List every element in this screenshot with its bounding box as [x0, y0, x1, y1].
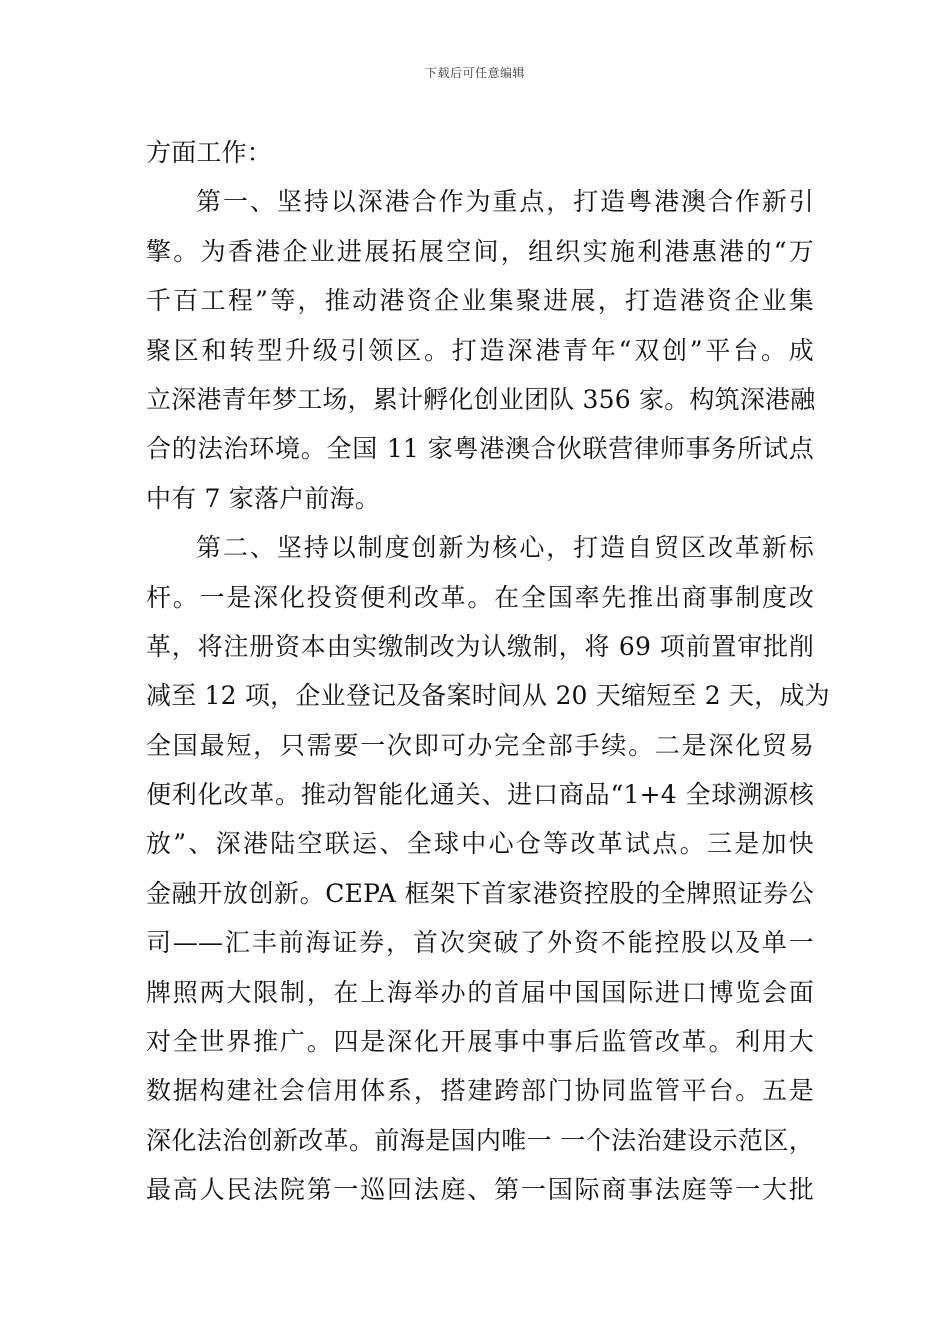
paragraph-first-line: 第一、坚持以深港合作为重点，打造粤港澳合作新引: [196, 187, 814, 217]
text-line: 合的法治环境。全国 11 家粤港澳合伙联营律师事务所试点: [146, 434, 814, 464]
text-line: 金融开放创新。CEPA 框架下首家港资控股的全牌照证券公: [146, 878, 814, 908]
text-line: 深化法治创新改革。前海是国内唯一 一个法治建设示范区，: [146, 1125, 814, 1155]
text-line: 数据构建社会信用体系，搭建跨部门协同监管平台。五是: [146, 1076, 814, 1106]
text-line: 最高人民法院第一巡回法庭、第一国际商事法庭等一大批: [146, 1175, 814, 1205]
text-line: 立深港青年梦工场，累计孵化创业团队 356 家。构筑深港融: [146, 384, 816, 414]
body-text: [146, 128, 830, 1215]
text-line: 放”、深港陆空联运、全球中心仓等改革试点。三是加快: [146, 829, 814, 859]
text-line: 减至 12 项，企业登记及备案时间从 20 天缩短至 2 天，成为: [146, 681, 830, 711]
text-line: 对全世界推广。四是深化开展事中事后监管改革。利用大: [146, 1027, 814, 1057]
text-line: 杆。一是深化投资便利改革。在全国率先推出商事制度改: [146, 582, 814, 612]
text-line: 擎。为香港企业进展拓展空间，组织实施利港惠港的“万: [146, 236, 814, 266]
text-line: 聚区和转型升级引领区。打造深港青年“双创”平台。成: [146, 335, 814, 365]
text-line: 便利化改革。推动智能化通关、进口商品“1+4 全球溯源核: [146, 780, 814, 810]
text-line: 革，将注册资本由实缴制改为认缴制，将 69 项前置审批削: [146, 631, 814, 661]
text-line: 司——汇丰前海证券，首次突破了外资不能控股以及单一: [146, 928, 814, 958]
paragraph-first-line: 第二、坚持以制度创新为核心，打造自贸区改革新标: [196, 533, 814, 563]
text-line: 千百工程”等，推动港资企业集聚进展，打造港资企业集: [146, 286, 814, 316]
text-line: 牌照两大限制，在上海举办的首届中国国际进口博览会面: [146, 977, 814, 1007]
paragraph-last-line: 中有 7 家落户前海。: [146, 483, 381, 513]
text-line: 全国最短，只需要一次即可办完全部手续。二是深化贸易: [146, 730, 814, 760]
page-header-note: 下载后可任意编辑: [424, 66, 525, 80]
text-line: 方面工作：: [146, 138, 273, 167]
